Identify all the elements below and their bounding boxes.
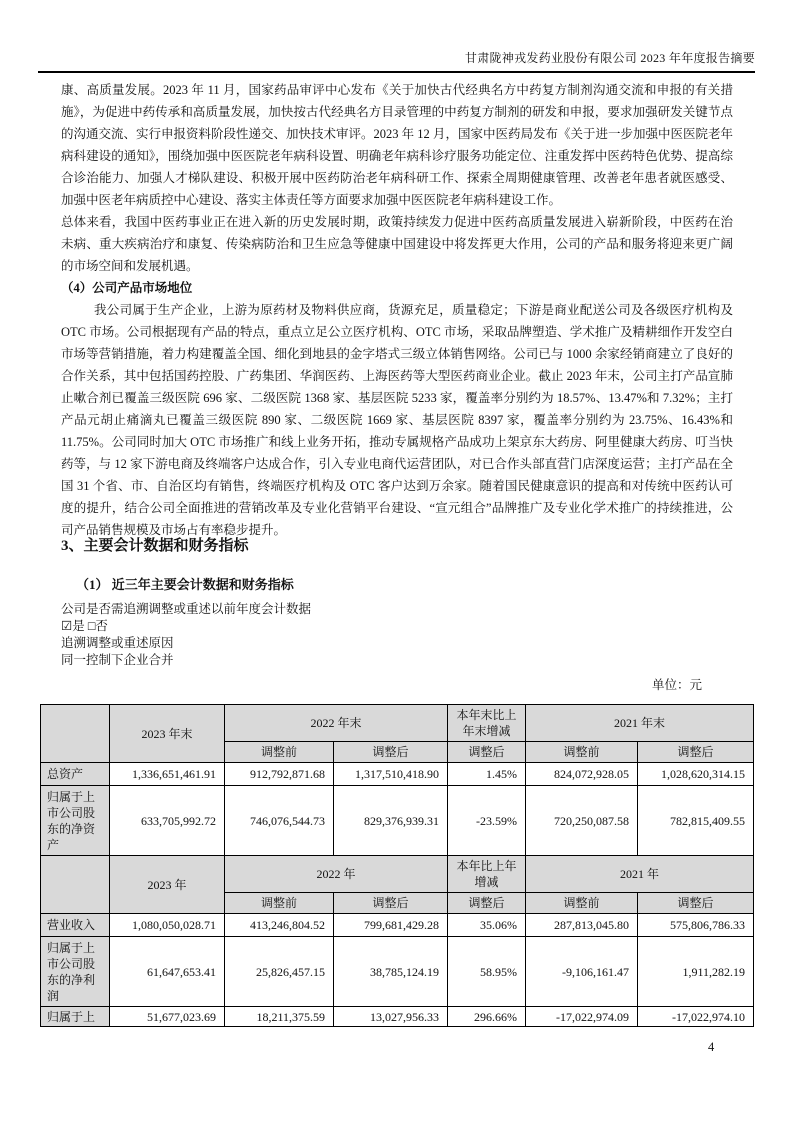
cell-value: 1,911,282.19 [638, 937, 754, 1007]
table-row [41, 914, 754, 937]
cell-value: -9,106,161.47 [526, 937, 638, 1007]
col-header-2021-yearend: 2021 年末 [526, 705, 754, 742]
cell-value: 38,785,124.19 [334, 937, 448, 1007]
restate-reason-value: 同一控制下企业合并 [61, 653, 174, 667]
cell-value: 1,317,510,418.90 [334, 763, 448, 786]
row-label-revenue: 营业收入 [41, 914, 110, 937]
subheader-after-adjust: 调整后 [448, 742, 526, 763]
checkbox-no-unchecked-icon: □ [87, 619, 96, 633]
table-row [41, 937, 754, 1007]
subsection-heading-three-year-data: （1） 近三年主要会计数据和财务指标 [76, 577, 294, 592]
cell-value: -17,022,974.09 [526, 1007, 638, 1027]
cell-value: 287,813,045.80 [526, 914, 638, 937]
restate-options [61, 618, 733, 635]
cell-value: 912,792,871.68 [225, 763, 334, 786]
table-row [41, 786, 754, 856]
cell-value: 296.66% [448, 1007, 526, 1027]
checkbox-no-label: 否 [95, 619, 108, 633]
row-label-net-profit: 归属于上市公司股东的净利润 [41, 937, 110, 1007]
subheader-after-adjust: 调整后 [334, 742, 448, 763]
cell-value: 35.06% [448, 914, 526, 937]
col-header-2022-year: 2022 年 [225, 856, 448, 893]
cell-value: 51,677,023.69 [110, 1007, 225, 1027]
body-text [61, 79, 733, 541]
cell-value: 824,072,928.05 [526, 763, 638, 786]
cell-value: 575,806,786.33 [638, 914, 754, 937]
subheader-after-adjust: 调整后 [334, 893, 448, 914]
subheader-before-adjust: 调整前 [526, 742, 638, 763]
cell-value: 799,681,429.28 [334, 914, 448, 937]
cell-value: 18,211,375.59 [225, 1007, 334, 1027]
cell-value: 25,826,457.15 [225, 937, 334, 1007]
subheader-before-adjust: 调整前 [225, 893, 334, 914]
cell-value: 1.45% [448, 763, 526, 786]
row-label-truncated: 归属于上 [41, 1007, 110, 1027]
cell-value: -23.59% [448, 786, 526, 856]
subheader-after-adjust: 调整后 [638, 742, 754, 763]
body-paragraph-1: 康、高质量发展。2023 年 11 月，国家药品审评中心发布《关于加快古代经典名方中药复方制剂沟通交流和申报的有关措施》，为促进中药传承和高质量发展，加快按古代经典名方目录管理的中药复方制剂的研发和申报，要求加强研发关键节点的沟通交流、实行申报资料阶段性递交、加快技术审评。2023 年 12 月，国家中医药局发布《关于进一步加强中医医院老年病科建设的通知》，围绕加强中医医院老年病科设置、明确老年病科诊疗服务功能定位、注重发挥中医药特色优势、提高综合诊治能力、加强人才梯队建设、积极开展中医药防治老年病科研工作、探索全周期健康管理、改善老年患者就医感受、加强中医老年病质控中心建设、落实主体责任等方面要求加强中医医院老年病科建设工作。 [61, 83, 733, 207]
col-header-2021-year: 2021 年 [526, 856, 754, 893]
section-heading-accounting-data: 3、主要会计数据和财务指标 [61, 538, 249, 554]
restate-reason-label: 追溯调整或重述原因 [61, 636, 174, 650]
body-paragraph-3: 我公司属于生产企业，上游为原药材及物料供应商，货源充足，质量稳定；下游是商业配送公司及各级医疗机构及OTC 市场。公司根据现有产品的特点，重点立足公立医疗机构、OTC 市场，采取品牌塑造、学术推广及精耕细作开发空白市场等营销措施，着力构建覆盖全国、细化到地县的金字塔式三级立体销售网络。公司已与 1000 余家经销商建立了良好的合作关系，其中包括国药控股、广药集团、华润医药、上海医药等大型医药商业企业。截止 2023 年末，公司主打产品宣肺止嗽合剂已覆盖三级医院 696 家、二级医院 1368 家、基层医院 5233 家，覆盖率分别约为 18.57%、13.47%和 7.32%；主打产品元胡止痛滴丸已覆盖三级医院 890 家、二级医院 1669 家、基层医院 8397 家，覆盖率分别约为 23.75%、16.43%和 11.75%。公司同时加大 OTC 市场推广和线上业务开拓，推动专属规格产品成功上架京东大药房、阿里健康大药房、叮当快药等，与 12 家下游电商及终端客户达成合作，引入专业电商代运营团队，对已合作头部直营门店深度运营；主打产品在全国 31 个省、市、自治区均有销售，终端医疗机构及 OTC 客户达到万余家。随着国民健康意识的提高和对传统中医药认可度的提升，结合公司全面推进的营销改革及专业化营销平台建设、“宣元组合”品牌推广及专业化学术推广的持续推进，公司产品销售规模及市场占有率稳步提升。 [61, 303, 733, 537]
table-row [41, 763, 754, 786]
cell-value: 829,376,939.31 [334, 786, 448, 856]
subheader-after-adjust: 调整后 [638, 893, 754, 914]
cell-value: 720,250,087.58 [526, 786, 638, 856]
subheader-before-adjust: 调整前 [225, 742, 334, 763]
col-header-2022-yearend: 2022 年末 [225, 705, 448, 742]
cell-value: 782,815,409.55 [638, 786, 754, 856]
col-header-yoy-change-year: 本年比上年增减 [448, 856, 526, 893]
cell-value: 1,028,620,314.15 [638, 763, 754, 786]
row-label-net-assets: 归属于上市公司股东的净资产 [41, 786, 110, 856]
table-corner-cell [41, 856, 110, 914]
cell-value: 1,336,651,461.91 [110, 763, 225, 786]
heading-product-market-position: （4）公司产品市场地位 [61, 281, 193, 295]
cell-value: 633,705,992.72 [110, 786, 225, 856]
cell-value: -17,022,974.10 [638, 1007, 754, 1027]
col-header-2023-year: 2023 年 [110, 856, 225, 914]
body-paragraph-2: 总体来看，我国中医药事业正在进入新的历史发展时期，政策持续发力促进中医药高质量发展进入崭新阶段，中医药在治未病、重大疾病治疗和康复、传染病防治和卫生应急等健康中国建设中将发挥更大作用，公司的产品和服务将迎来更广阔的市场空间和发展机遇。 [61, 215, 733, 273]
row-label-total-assets: 总资产 [41, 763, 110, 786]
checkbox-yes-label: 是 [72, 619, 85, 633]
cell-value: 1,080,050,028.71 [110, 914, 225, 937]
col-header-yoy-change-yearend: 本年末比上年末增减 [448, 705, 526, 742]
report-header-title: 甘肃陇神戎发药业股份有限公司 2023 年年度报告摘要 [38, 51, 755, 73]
page-number: 4 [708, 1040, 715, 1054]
financial-indicators-table [40, 704, 754, 1027]
cell-value: 61,647,653.41 [110, 937, 225, 1007]
cell-value: 13,027,956.33 [334, 1007, 448, 1027]
restatement-block [61, 601, 733, 669]
restate-question: 公司是否需追溯调整或重述以前年度会计数据 [61, 602, 312, 616]
unit-label: 单位：元 [651, 678, 702, 692]
table-row [41, 1007, 754, 1027]
cell-value: 58.95% [448, 937, 526, 1007]
subheader-after-adjust: 调整后 [448, 893, 526, 914]
cell-value: 413,246,804.52 [225, 914, 334, 937]
cell-value: 746,076,544.73 [225, 786, 334, 856]
table-corner-cell [41, 705, 110, 763]
col-header-2023-yearend: 2023 年末 [110, 705, 225, 763]
checkbox-yes-checked-icon: ☑ [61, 619, 73, 633]
subheader-before-adjust: 调整前 [526, 893, 638, 914]
